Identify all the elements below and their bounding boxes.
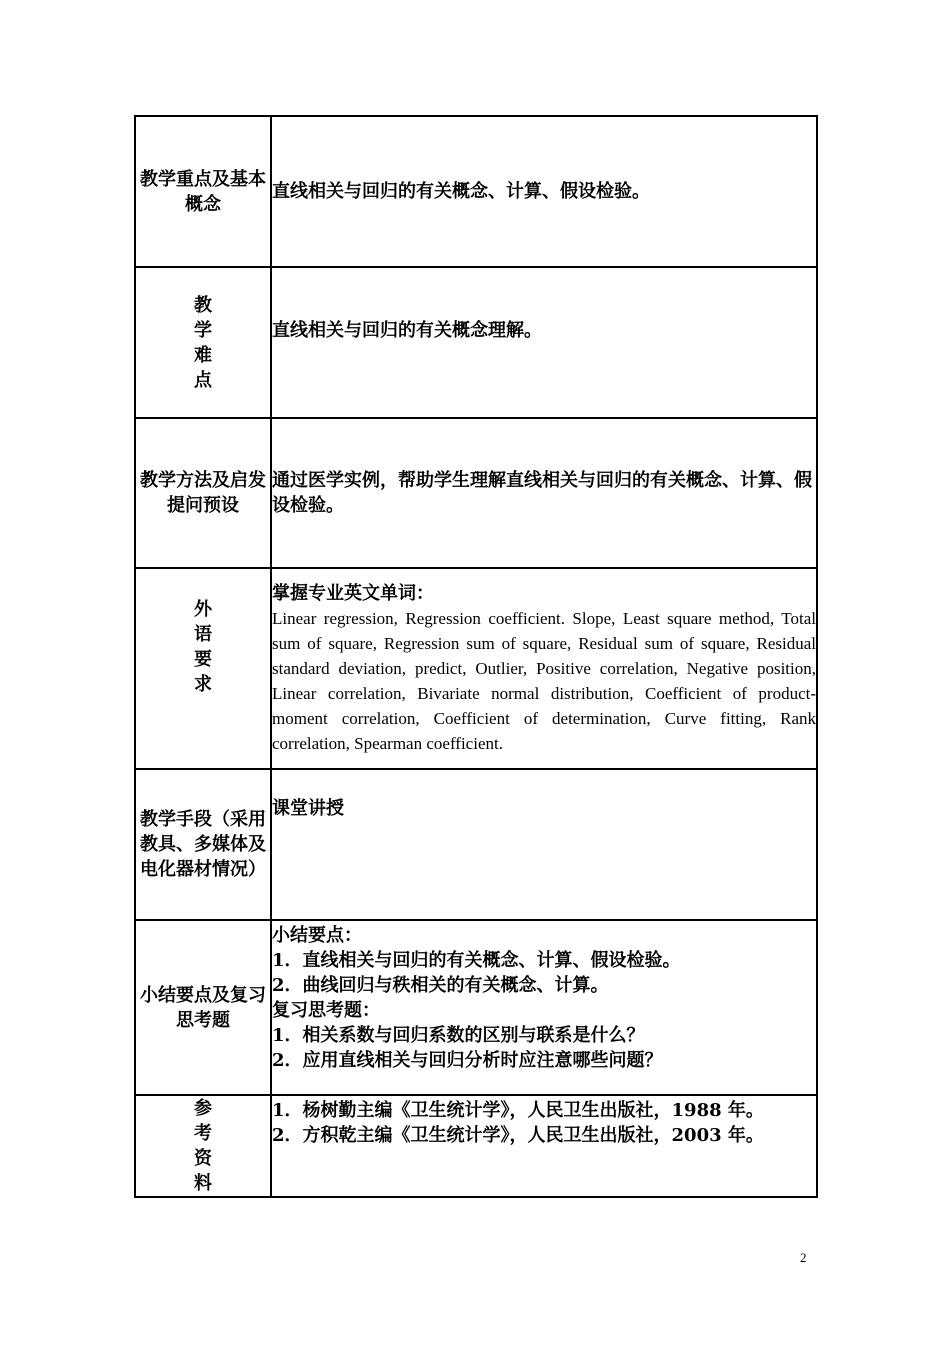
label-char: 资 [194, 1148, 212, 1169]
label-char: 参 [194, 1098, 212, 1119]
page-number: 2 [800, 1250, 807, 1265]
row-foreign-language [135, 568, 817, 769]
row-key-points [135, 116, 817, 267]
label-char: 料 [194, 1173, 212, 1194]
summary-line: 1．直线相关与回归的有关概念、计算、假设检验。 [272, 950, 681, 971]
content-references [271, 1095, 817, 1197]
label-char: 语 [194, 624, 212, 645]
row-difficulties [135, 267, 817, 418]
label-key-points: 教学重点及基本概念 [135, 116, 271, 267]
teaching-plan-table [134, 115, 818, 1198]
label-char: 要 [194, 649, 212, 670]
reference-item: 2．方积乾主编《卫生统计学》，人民卫生出版社，2003 年。 [272, 1125, 764, 1146]
label-char: 难 [194, 344, 212, 366]
label-foreign-language [135, 568, 271, 769]
content-methods: 通过医学实例，帮助学生理解直线相关与回归的有关概念、计算、假设检验。 [271, 418, 817, 568]
content-teaching-means: 课堂讲授 [271, 769, 817, 920]
row-summary [135, 920, 817, 1095]
reference-item: 1．杨树勤主编《卫生统计学》，人民卫生出版社，1988 年。 [272, 1100, 764, 1121]
label-teaching-means: 教学手段（采用教具、多媒体及电化器材情况） [135, 769, 271, 920]
content-summary [271, 920, 817, 1095]
row-references [135, 1095, 817, 1197]
label-char: 求 [194, 674, 212, 695]
vocab-heading: 掌握专业英文单词： [272, 583, 434, 604]
label-char: 点 [194, 369, 212, 391]
summary-line: 复习思考题： [272, 1000, 380, 1021]
label-char: 考 [194, 1123, 212, 1144]
row-teaching-means [135, 769, 817, 920]
label-char: 学 [194, 319, 212, 341]
summary-line: 2．应用直线相关与回归分析时应注意哪些问题？ [272, 1050, 663, 1071]
label-char: 教 [194, 294, 212, 316]
summary-line: 小结要点： [272, 925, 362, 946]
content-foreign-language [271, 568, 817, 769]
row-methods [135, 418, 817, 568]
summary-line: 2．曲线回归与秩相关的有关概念、计算。 [272, 975, 609, 996]
label-summary: 小结要点及复习思考题 [135, 920, 271, 1095]
vocab-list: Linear regression, Regression coefficient. Slope, Least square method, Total sum of square, Regression sum of square, Residual sum of square, Residual standard deviation, predict, Outlier, Positive correlation, Negative position, Linear correlation, Bivariate normal distribution, Coefficient of product-moment correlation, Coefficient of determination, Curve fitting, Rank correlation, Spearman coefficient. [272, 609, 816, 753]
label-methods: 教学方法及启发提问预设 [135, 418, 271, 568]
label-references [135, 1095, 271, 1197]
content-difficulties: 直线相关与回归的有关概念理解。 [271, 267, 817, 418]
summary-line: 1．相关系数与回归系数的区别与联系是什么？ [272, 1025, 645, 1046]
label-char: 外 [194, 599, 212, 620]
label-difficulties [135, 267, 271, 418]
content-key-points: 直线相关与回归的有关概念、计算、假设检验。 [271, 116, 817, 267]
